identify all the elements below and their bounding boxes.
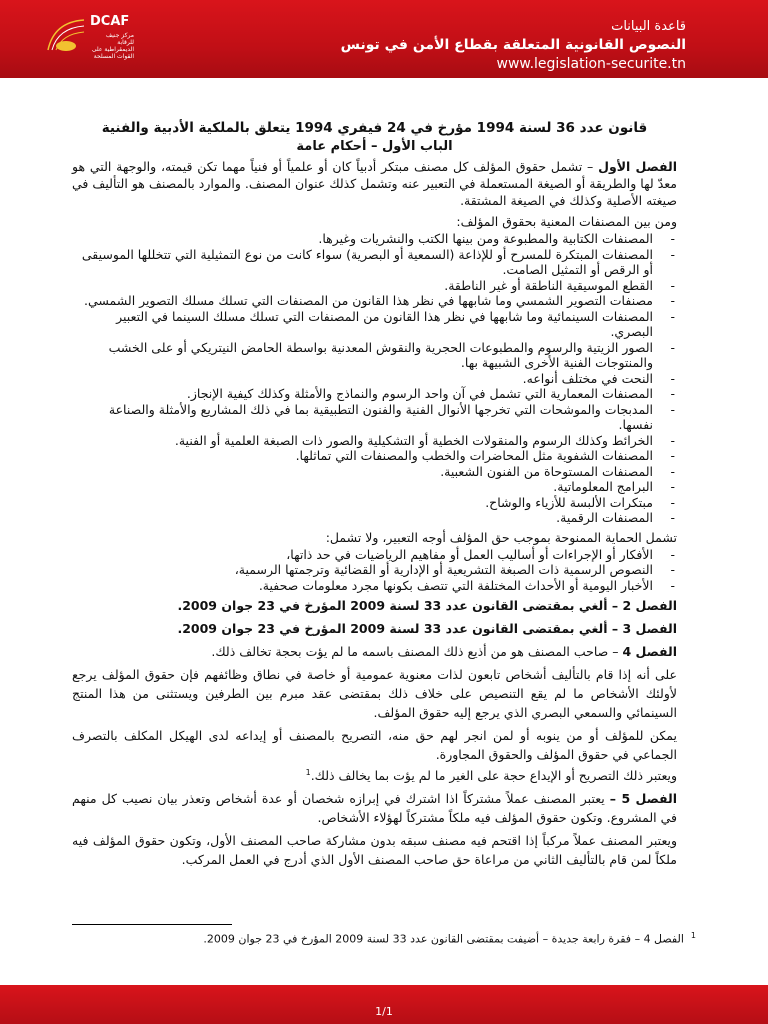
list-item: - الأخبار اليومية أو الأحداث المختلفة التي تتصف بكونها مجرد معلومات صحفية. [72,578,653,594]
article-3: الفصل 3 – ألغي بمقتضى القانون عدد 33 لسنة 2009 المؤرخ في 23 جوان 2009. [177,621,677,636]
list-item: - الخرائط وكذلك الرسوم والمنقولات الخطية أو التشكيلية والصور ذات الصبغة العلمية أو الفنية. [72,433,653,449]
footnote-divider [72,924,232,925]
dcaf-logo [42,12,138,68]
database-label: قاعدة البيانات [611,19,686,34]
list-item: - المصنفات الكتابية والمطبوعة ومن بينها الكتب والنشريات وغيرها. [72,231,653,247]
article-5-label: الفصل 5 – [609,791,677,807]
article-4 [72,643,677,660]
article-1-text: – تشمل حقوق المؤلف كل مصنف مبتكر أدبياً كان أو علمياً أو فنياً مهما تكن قيمته، والوجهة التي هو معدّ لها والطريقة أو الصيغة المستعملة في التعبير عنه وتشمل كذلك عنوان المصنف. والموارد بالمصنف هو التأليف في صيغته الأصلية وكذلك في الصيغة المشتقة. [72,159,677,208]
logo-text: DCAF [90,14,130,29]
document-body [72,118,677,873]
footnote-ref[interactable]: 1 [305,768,311,777]
list-item: - المصنفات السينمائية وما شابهها في نظر هذا القانون من المصنفات التي تسلك مسلك السينما في التعبير البصري. [72,309,653,340]
list1-intro: ومن بين المصنفات المعنية بحقوق المؤلف: [456,214,677,229]
list-item: - المصنفات المعمارية التي تشمل في آن واحد الرسوم والنماذج والأمثلة وكذلك كيفية الإنجاز. [72,386,653,402]
law-title: قانون عدد 36 لسنة 1994 مؤرخ في 24 فيفري 1994 يتعلق بالملكية الأدبية والفنية [101,120,648,136]
logo-subtitle: مركز جنيف للرقابة الديمقراطية على القوات المسلحة [91,32,134,60]
article-4-para-4 [72,764,677,784]
footnote-number: 1 [690,931,696,940]
list-item: - النحت في مختلف أنواعه. [72,371,653,387]
excluded-works-list [72,547,677,594]
article-1 [72,158,677,209]
article-4-para-2: على أنه إذا قام بالتأليف أشخاص تابعون لذات معنوية عمومية أو خاصة في نطاق وظائفهم فإن حقوق المؤلف يرجع لأولئك الأشخاص ما لم يقع التنصيص على خلاف ذلك بمقتضى عقد مبرم بين الطرفين ويستثنى من هذا المنتج السينمائي والسمعي البصري الذي يرجع إليه حقوق المؤلف. [72,667,677,720]
website-link[interactable]: www.legislation-securite.tn [496,56,686,72]
article-5 [72,789,677,827]
database-title: النصوص القانونية المتعلقة بقطاع الأمن في تونس [340,37,686,53]
header-banner [0,0,768,78]
header-text [341,18,686,74]
list-item: - البرامج المعلوماتية. [72,479,653,495]
list-item: - الصور الزيتية والرسوم والمطبوعات الحجرية والنقوش المعدنية بواسطة الحامض النيتريكي أو على الخشب والمنتوجات الفنية الأخرى الشبيهة بها. [72,340,653,371]
article-4-para-4-text: ويعتبر ذلك التصريح أو الإيداع حجة على الغير ما لم يؤت بما يخالف ذلك. [310,768,677,784]
list-item: - المصنفات المستوحاة من الفنون الشعبية. [72,464,653,480]
article-4-text: – صاحب المصنف هو من أذيع ذلك المصنف باسمه ما لم يؤت بحجة تخالف ذلك. [211,644,623,659]
list-item: - المصنفات المبتكرة للمسرح أو للإذاعة (السمعية أو البصرية) سواء كانت من نوع التمثيلية التي تتخللها الموسيقى أو الرقص أو التمثيل الصامت. [72,247,653,278]
article-4-para-3: يمكن للمؤلف أو من ينوبه أو لمن انجر لهم حق منه، التصريح بالمصنف أو إيداعه لدى الهيكل المكلف بالتصرف الجماعي في حقوق المؤلف والحقوق المجاورة. [72,728,677,762]
footnote-text: الفصل 4 – فقرة رابعة جديدة – أضيفت بمقتضى القانون عدد 33 لسنة 2009 المؤرخ في 23 جوان 2009. [203,932,684,946]
article-2: الفصل 2 – ألغي بمقتضى القانون عدد 33 لسنة 2009 المؤرخ في 23 جوان 2009. [177,598,677,613]
article-5-text: يعتبر المصنف عملاً مشتركاً اذا اشترك في إبرازه شخصان أو عدة أشخاص وتعذر بيان نصيب كل منهم في المشروع. وتكون حقوق المؤلف فيه ملكاً مشتركاً لهؤلاء الأشخاص. [72,791,677,826]
page-number: 1/1 [375,1005,393,1018]
list-item: - النصوص الرسمية ذات الصبغة التشريعية أو الإدارية أو القضائية وترجمتها الرسمية، [72,562,653,578]
list-item: - المدبجات والموشحات التي تخرجها الأنوال الفنية والفنون التطبيقية بما في ذلك المشاريع والأمثلة والصناعة نفسها. [72,402,653,433]
list-item: - الأفكار أو الإجراءات أو أساليب العمل أو مفاهيم الرياضيات في حد ذاتها، [72,547,653,563]
chapter-heading: الباب الأول – أحكام عامة [296,139,453,154]
list-item: - مبتكرات الألبسة للأزياء والوشاح. [72,495,653,511]
article-1-label: الفصل الأول [598,159,677,174]
footnote [203,928,696,947]
article-5-para-2: ويعتبر المصنف عملاً مركباً إذا اقتحم فيه مصنف سبقه بدون مشاركة صاحب المصنف الأول، وتكون حقوق المؤلف فيه ملكاً لمن قام بالتأليف الثاني من مراعاة حق صاحب المصنف الأول الذي أدرج في العمل المركب. [72,833,677,868]
list-item: - المصنفات الرقمية. [72,510,653,526]
covered-works-list [72,231,677,526]
list-item: - المصنفات الشفوية مثل المحاضرات والخطب والمصنفات التي تماثلها. [72,448,653,464]
list-item: - مصنفات التصوير الشمسي وما شابهها في نظر هذا القانون من المصنفات التي تسلك مسلك التصوير الشمسي. [72,293,653,309]
list2-intro: تشمل الحماية الممنوحة بموجب حق المؤلف أوجه التعبير، ولا تشمل: [325,529,677,545]
logo-emblem-icon [44,16,90,56]
list-item: - القطع الموسيقية الناطقة أو غير الناطقة. [72,278,653,294]
article-4-label: الفصل 4 [622,644,677,659]
